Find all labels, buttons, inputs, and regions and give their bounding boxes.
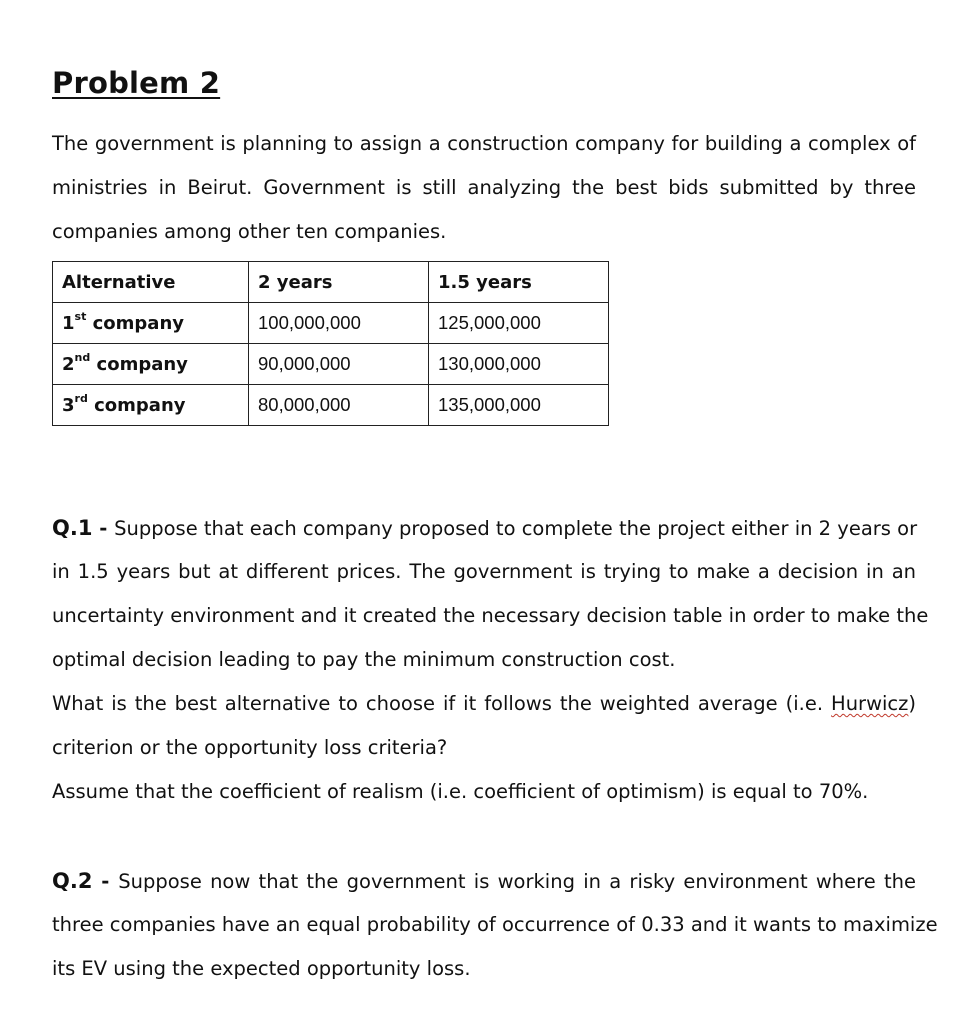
ordinal-number: 1	[62, 313, 75, 334]
question-line: Assume that the coefficient of realism (i.e. coefficient of optimism) is equal to 70%.	[52, 780, 869, 803]
ordinal-suffix: st	[74, 310, 87, 323]
ordinal-suffix: nd	[74, 351, 91, 364]
table-row	[53, 303, 609, 344]
intro-line: ministries in Beirut. Government is still analyzing the best bids submitted by three	[52, 176, 916, 199]
cell-2-years: 90,000,000	[249, 344, 429, 385]
question-line	[52, 682, 916, 726]
company-word: company	[96, 354, 188, 375]
cell-1-5-years: 130,000,000	[429, 344, 609, 385]
header-1-5-years: 1.5 years	[429, 262, 609, 303]
cell-1-5-years: 135,000,000	[429, 385, 609, 426]
question-line: optimal decision leading to pay the minimum construction cost.	[52, 648, 676, 671]
cell-2-years: 80,000,000	[249, 385, 429, 426]
table-row	[53, 385, 609, 426]
question-2-paragraph	[52, 859, 938, 991]
table-row	[53, 344, 609, 385]
question-text: Suppose that each company proposed to complete the project either in 2 years or	[114, 517, 918, 540]
question-dash: -	[92, 517, 115, 540]
row-label	[53, 344, 249, 385]
question-line: its EV using the expected opportunity loss.	[52, 957, 471, 980]
page-title: Problem 2	[52, 66, 221, 100]
ordinal-number: 2	[62, 354, 75, 375]
spellcheck-flagged-word[interactable]: Hurwicz	[831, 692, 909, 715]
intro-paragraph	[52, 122, 916, 254]
header-2-years: 2 years	[249, 262, 429, 303]
ordinal-suffix: rd	[74, 392, 88, 405]
question-line: criterion or the opportunity loss criteria?	[52, 736, 448, 759]
question-1-paragraph	[52, 506, 929, 814]
question-dash: -	[92, 870, 119, 893]
question-text: Suppose now that the government is working in a risky environment where the	[118, 870, 916, 893]
cell-1-5-years: 125,000,000	[429, 303, 609, 344]
cell-2-years: 100,000,000	[249, 303, 429, 344]
question-line	[52, 859, 916, 903]
question-line: three companies have an equal probability of occurrence of 0.33 and it wants to maximize	[52, 913, 938, 936]
company-word: company	[92, 313, 184, 334]
question-2-label: Q.2	[52, 869, 93, 893]
table-header-row	[53, 262, 609, 303]
row-label	[53, 385, 249, 426]
question-text: )	[908, 692, 917, 715]
bids-table	[52, 261, 609, 426]
intro-line: companies among other ten companies.	[52, 220, 447, 243]
ordinal-number: 3	[62, 395, 75, 416]
question-text: What is the best alternative to choose if it follows the weighted average (i.e.	[52, 692, 824, 715]
question-line: uncertainty environment and it created the necessary decision table in order to make the	[52, 604, 929, 627]
company-word: company	[94, 395, 186, 416]
question-1-label: Q.1	[52, 516, 93, 540]
row-label	[53, 303, 249, 344]
question-line: in 1.5 years but at different prices. The government is trying to make a decision in an	[52, 560, 916, 583]
question-line	[52, 506, 916, 550]
header-alternative: Alternative	[53, 262, 249, 303]
intro-line: The government is planning to assign a construction company for building a complex of	[52, 132, 916, 155]
